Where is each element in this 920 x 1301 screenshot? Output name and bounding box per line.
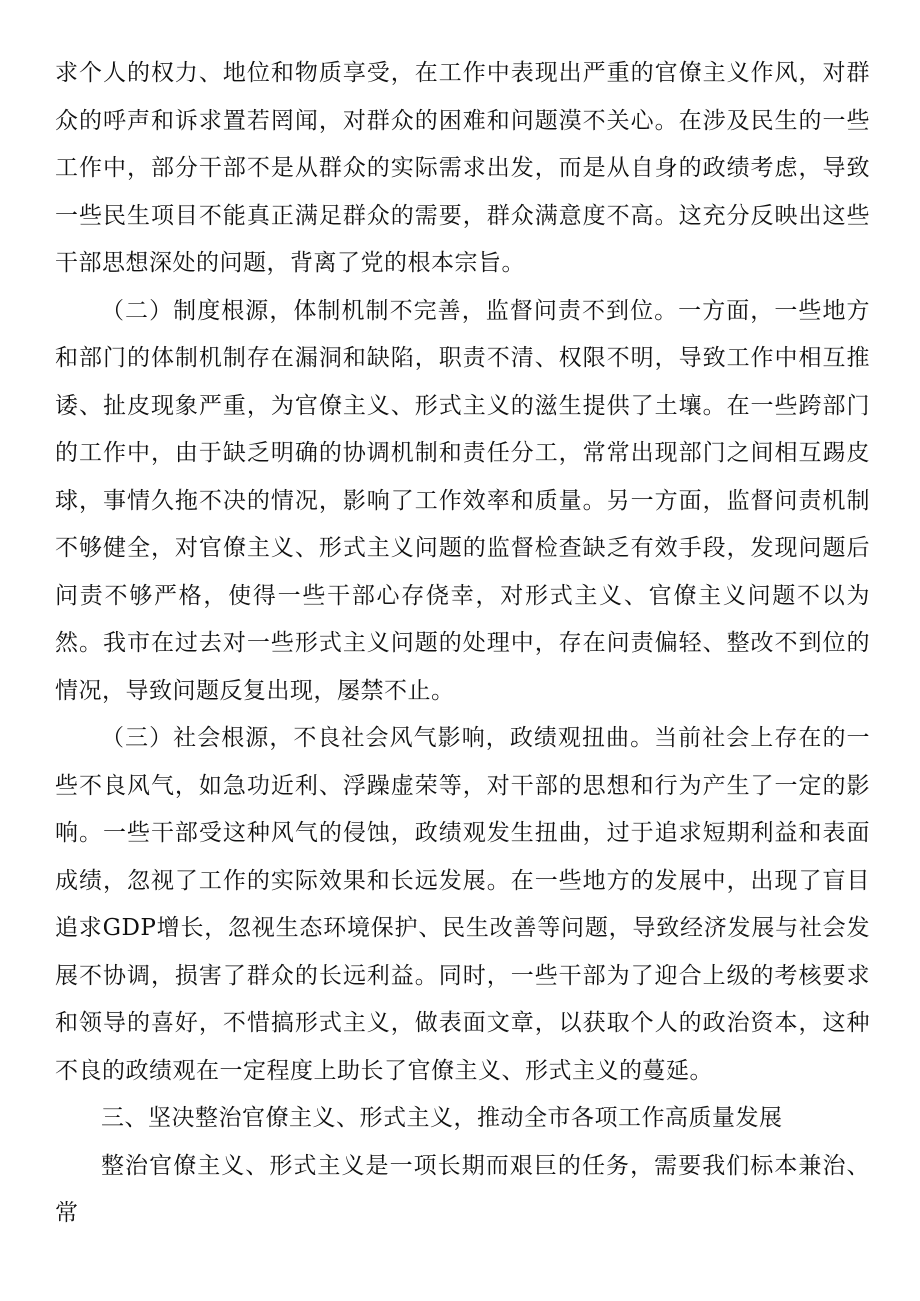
section-heading: 三、坚决整治官僚主义、形式主义，推动全市各项工作高质量发展 — [101, 1105, 783, 1131]
paragraph-section-intro: 整治官僚主义、形式主义是一项长期而艰巨的任务，需要我们标本兼治、常 — [55, 1152, 870, 1226]
paragraph-social-roots: （三）社会根源，不良社会风气影响，政绩观扭曲。当前社会上存在的一些不良风气，如急功近利、浮躁虚荣等，对干部的思想和行为产生了一定的影响。一些干部受这种风气的侵蚀，政绩观发生扭曲，过于追求短期利益和表面成绩，忽视了工作的实际效果和长远发展。在一些地方的发展中，出现了盲目追求GDP增长，忽视生态环境保护、民生改善等问题，导致经济发展与社会发展不协调，损害了群众的长远利益。同时，一些干部为了迎合上级的考核要求和领导的喜好，不惜搞形式主义，做表面文章，以获取个人的政治资本，这种不良的政绩观在一定程度上助长了官僚主义、形式主义的蔓延。 — [55, 725, 870, 1084]
document-body — [55, 50, 870, 1238]
paragraph-institutional-roots: （二）制度根源，体制机制不完善，监督问责不到位。一方面，一些地方和部门的体制机制存在漏洞和缺陷，职责不清、权限不明，导致工作中相互推诿、扯皮现象严重，为官僚主义、形式主义的滋生提供了土壤。在一些跨部门的工作中，由于缺乏明确的协调机制和责任分工，常常出现部门之间相互踢皮球，事情久拖不决的情况，影响了工作效率和质量。另一方面，监督问责机制不够健全，对官僚主义、形式主义问题的监督检查缺乏有效手段，发现问题后问责不够严格，使得一些干部心存侥幸，对形式主义、官僚主义问题不以为然。我市在过去对一些形式主义问题的处理中，存在问责偏轻、整改不到位的情况，导致问题反复出现，屡禁不止。 — [55, 297, 870, 704]
paragraph-continuation: 求个人的权力、地位和物质享受，在工作中表现出严重的官僚主义作风，对群众的呼声和诉求置若罔闻，对群众的困难和问题漠不关心。在涉及民生的一些工作中，部分干部不是从群众的实际需求出发，而是从自身的政绩考虑，导致一些民生项目不能真正满足群众的需要，群众满意度不高。这充分反映出这些干部思想深处的问题，背离了党的根本宗旨。 — [55, 60, 870, 276]
